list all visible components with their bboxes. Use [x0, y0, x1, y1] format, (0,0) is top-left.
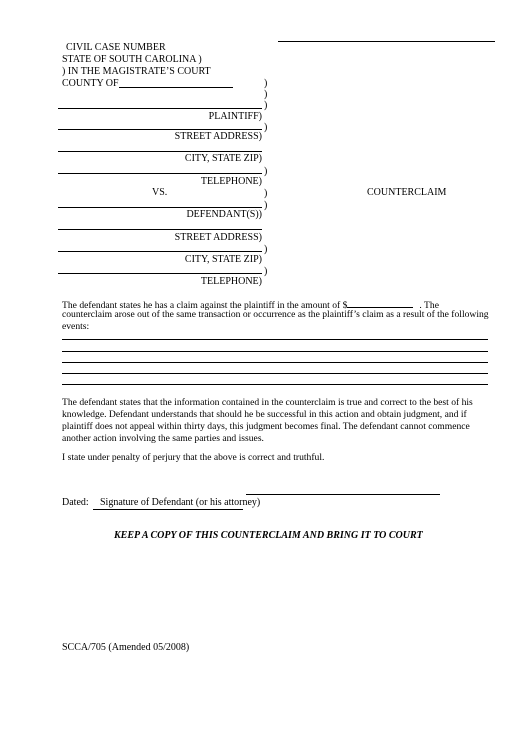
claim-text-before-amount: The defendant states he has a claim against the plaintiff in the amount of $ — [62, 300, 348, 311]
plaintiff-name-field[interactable] — [58, 108, 262, 109]
defendant-city-label: CITY, STATE ZIP) — [184, 254, 262, 265]
document-title: COUNTERCLAIM — [367, 187, 447, 198]
signature-field[interactable] — [246, 494, 440, 495]
defendant-label: DEFENDANT(S)) — [186, 209, 262, 220]
date-field[interactable] — [93, 509, 243, 510]
caption-paren: ) — [264, 244, 268, 255]
defendant-telephone-field[interactable] — [58, 273, 262, 274]
claim-statement-rest: counterclaim arose out of the same transaction or occurrence as the plaintiff’s claim as a result of the following events: — [62, 309, 489, 332]
events-line[interactable] — [62, 362, 488, 363]
plaintiff-city-field[interactable] — [58, 151, 262, 152]
defendant-telephone-label: TELEPHONE) — [200, 276, 262, 287]
caption-paren: ) — [264, 78, 268, 89]
events-line[interactable] — [62, 339, 488, 340]
case-number-label: CIVIL CASE NUMBER — [66, 42, 166, 53]
caption-paren: ) — [264, 89, 268, 100]
form-id: SCCA/705 (Amended 05/2008) — [62, 642, 190, 653]
caption-paren: ) — [264, 200, 268, 211]
perjury-statement: I state under penalty of perjury that the above is correct and truthful. — [62, 452, 325, 463]
plaintiff-telephone-label: TELEPHONE) — [200, 176, 262, 187]
caption-paren: ) — [264, 188, 268, 199]
signature-label: Signature of Defendant (or his attorney) — [100, 497, 261, 508]
plaintiff-street-label: STREET ADDRESS) — [174, 131, 262, 142]
plaintiff-city-label: CITY, STATE ZIP) — [184, 153, 262, 164]
county-field[interactable] — [119, 87, 233, 88]
caption-paren: ) — [264, 122, 268, 133]
truth-statement: The defendant states that the information contained in the counterclaim is true and correct to the best of his knowledge. Defendant understands that should he be successful in this action and obtain judgment, and if plaintiff does not appeal within thirty days, this judgment becomes final. The defendant cannot commence another action involving the same parties and issues. — [62, 397, 473, 444]
defendant-street-label: STREET ADDRESS) — [174, 232, 262, 243]
dated-label: Dated: — [62, 497, 89, 508]
events-line[interactable] — [62, 373, 488, 374]
defendant-street-field[interactable] — [58, 229, 262, 230]
events-line[interactable] — [62, 351, 488, 352]
caption-paren: ) — [264, 166, 268, 177]
plaintiff-telephone-field[interactable] — [58, 173, 262, 174]
versus-label: VS. — [152, 187, 168, 198]
defendant-name-field[interactable] — [58, 207, 262, 208]
claim-amount-field[interactable] — [347, 298, 413, 308]
state-label: STATE OF SOUTH CAROLINA ) — [62, 54, 202, 65]
case-number-line[interactable] — [278, 41, 495, 42]
claim-text-after-amount: . The — [419, 300, 439, 311]
events-line[interactable] — [62, 384, 488, 385]
plaintiff-street-field[interactable] — [58, 129, 262, 130]
county-label: COUNTY OF — [62, 78, 119, 89]
court-label: ) IN THE MAGISTRATE’S COURT — [62, 66, 211, 77]
plaintiff-label: PLAINTIFF) — [208, 111, 262, 122]
caption-paren: ) — [264, 100, 268, 111]
caption-paren: ) — [264, 266, 268, 277]
instruction-text: KEEP A COPY OF THIS COUNTERCLAIM AND BRING IT TO COURT — [114, 530, 423, 541]
defendant-city-field[interactable] — [58, 251, 262, 252]
